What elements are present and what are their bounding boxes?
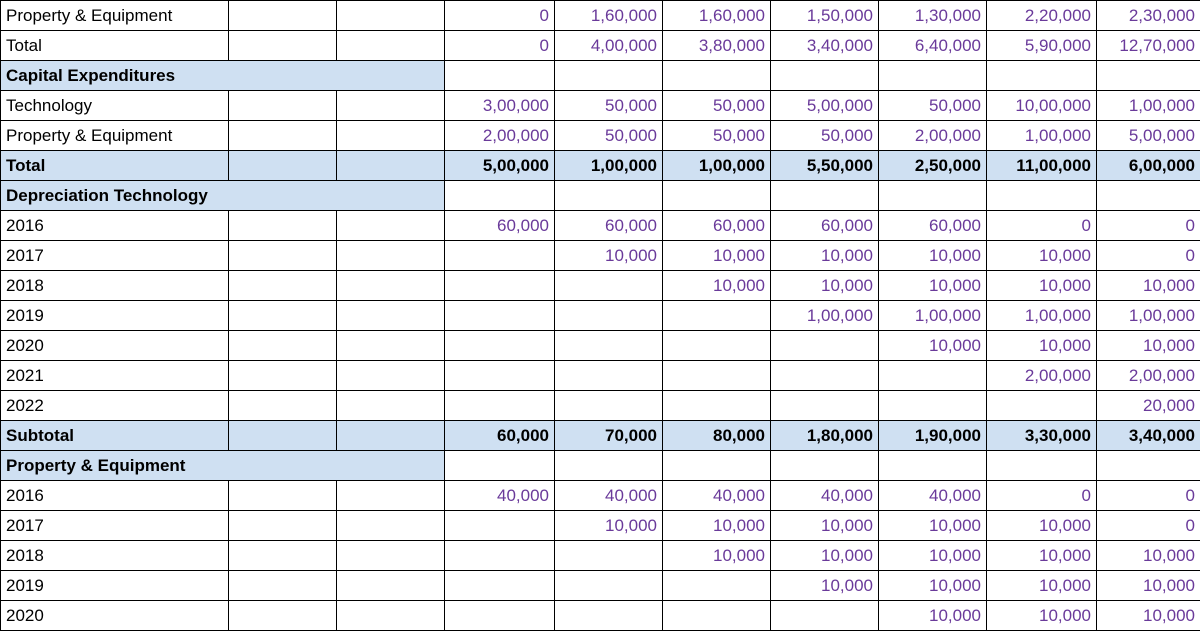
empty-cell[interactable]: [663, 301, 771, 331]
value-cell[interactable]: 10,000: [771, 241, 879, 271]
value-cell[interactable]: 0: [1097, 211, 1200, 241]
value-cell[interactable]: 50,000: [771, 121, 879, 151]
empty-cell[interactable]: [229, 121, 337, 151]
value-cell[interactable]: 10,000: [879, 601, 987, 631]
value-cell[interactable]: 10,000: [987, 511, 1097, 541]
value-cell[interactable]: 5,50,000: [771, 151, 879, 181]
table-row[interactable]: [1, 91, 1200, 121]
row-label[interactable]: Property & Equipment: [1, 121, 229, 151]
empty-cell[interactable]: [445, 451, 555, 481]
value-cell[interactable]: 12,70,000: [1097, 31, 1200, 61]
value-cell[interactable]: 0: [445, 31, 555, 61]
row-label[interactable]: 2016: [1, 481, 229, 511]
row-label[interactable]: 2019: [1, 571, 229, 601]
value-cell[interactable]: 10,000: [987, 241, 1097, 271]
row-label[interactable]: 2016: [1, 211, 229, 241]
empty-cell[interactable]: [771, 451, 879, 481]
empty-cell[interactable]: [771, 391, 879, 421]
value-cell[interactable]: 40,000: [445, 481, 555, 511]
value-cell[interactable]: 0: [1097, 481, 1200, 511]
value-cell[interactable]: 5,00,000: [771, 91, 879, 121]
value-cell[interactable]: 1,00,000: [771, 301, 879, 331]
value-cell[interactable]: 10,000: [879, 571, 987, 601]
value-cell[interactable]: 2,20,000: [987, 1, 1097, 31]
empty-cell[interactable]: [229, 31, 337, 61]
row-label[interactable]: Technology: [1, 91, 229, 121]
table-row[interactable]: [1, 301, 1200, 331]
spreadsheet-body: [1, 1, 1200, 631]
empty-cell[interactable]: [555, 361, 663, 391]
row-label[interactable]: Total: [1, 151, 229, 181]
value-cell[interactable]: 40,000: [555, 481, 663, 511]
empty-cell[interactable]: [555, 61, 663, 91]
value-cell[interactable]: 10,000: [987, 601, 1097, 631]
value-cell[interactable]: 4,00,000: [555, 31, 663, 61]
value-cell[interactable]: 10,000: [987, 541, 1097, 571]
value-cell[interactable]: 6,40,000: [879, 31, 987, 61]
value-cell[interactable]: 60,000: [771, 211, 879, 241]
empty-cell[interactable]: [337, 1, 445, 31]
value-cell[interactable]: 10,000: [555, 241, 663, 271]
row-label[interactable]: 2018: [1, 271, 229, 301]
value-cell[interactable]: 60,000: [663, 211, 771, 241]
value-cell[interactable]: 0: [1097, 241, 1200, 271]
empty-cell[interactable]: [879, 451, 987, 481]
table-row[interactable]: [1, 211, 1200, 241]
empty-cell[interactable]: [445, 301, 555, 331]
value-cell[interactable]: 3,00,000: [445, 91, 555, 121]
empty-cell[interactable]: [229, 91, 337, 121]
value-cell[interactable]: 10,000: [879, 541, 987, 571]
empty-cell[interactable]: [229, 541, 337, 571]
empty-cell[interactable]: [337, 121, 445, 151]
empty-cell[interactable]: [555, 541, 663, 571]
empty-cell[interactable]: [879, 391, 987, 421]
empty-cell[interactable]: [663, 61, 771, 91]
empty-cell[interactable]: [663, 601, 771, 631]
empty-cell[interactable]: [445, 601, 555, 631]
empty-cell[interactable]: [229, 421, 337, 451]
empty-cell[interactable]: [229, 481, 337, 511]
value-cell[interactable]: 11,00,000: [987, 151, 1097, 181]
empty-cell[interactable]: [445, 241, 555, 271]
value-cell[interactable]: 60,000: [555, 211, 663, 241]
empty-cell[interactable]: [1097, 451, 1200, 481]
table-row[interactable]: [1, 241, 1200, 271]
empty-cell[interactable]: [445, 391, 555, 421]
value-cell[interactable]: 10,000: [771, 511, 879, 541]
empty-cell[interactable]: [987, 451, 1097, 481]
empty-cell[interactable]: [229, 301, 337, 331]
empty-cell[interactable]: [337, 241, 445, 271]
row-label[interactable]: Property & Equipment: [1, 1, 229, 31]
value-cell[interactable]: 1,00,000: [1097, 301, 1200, 331]
empty-cell[interactable]: [987, 181, 1097, 211]
empty-cell[interactable]: [663, 361, 771, 391]
value-cell[interactable]: 10,000: [879, 511, 987, 541]
empty-cell[interactable]: [337, 301, 445, 331]
value-cell[interactable]: 5,00,000: [1097, 121, 1200, 151]
value-cell[interactable]: 2,50,000: [879, 151, 987, 181]
value-cell[interactable]: 50,000: [555, 121, 663, 151]
empty-cell[interactable]: [555, 331, 663, 361]
row-label[interactable]: 2017: [1, 241, 229, 271]
empty-cell[interactable]: [555, 271, 663, 301]
empty-cell[interactable]: [229, 331, 337, 361]
row-label[interactable]: 2018: [1, 541, 229, 571]
empty-cell[interactable]: [445, 181, 555, 211]
value-cell[interactable]: 3,40,000: [1097, 421, 1200, 451]
value-cell[interactable]: 60,000: [445, 211, 555, 241]
value-cell[interactable]: 1,00,000: [1097, 91, 1200, 121]
empty-cell[interactable]: [337, 601, 445, 631]
table-row[interactable]: [1, 511, 1200, 541]
value-cell[interactable]: 80,000: [663, 421, 771, 451]
empty-cell[interactable]: [337, 331, 445, 361]
empty-cell[interactable]: [663, 181, 771, 211]
value-cell[interactable]: 1,30,000: [879, 1, 987, 31]
empty-cell[interactable]: [445, 271, 555, 301]
empty-cell[interactable]: [337, 571, 445, 601]
value-cell[interactable]: 10,000: [987, 571, 1097, 601]
empty-cell[interactable]: [987, 391, 1097, 421]
empty-cell[interactable]: [229, 151, 337, 181]
table-row[interactable]: [1, 421, 1200, 451]
empty-cell[interactable]: [229, 211, 337, 241]
table-row[interactable]: [1, 1, 1200, 31]
empty-cell[interactable]: [1097, 61, 1200, 91]
value-cell[interactable]: 1,90,000: [879, 421, 987, 451]
empty-cell[interactable]: [337, 511, 445, 541]
value-cell[interactable]: 3,80,000: [663, 31, 771, 61]
value-cell[interactable]: 10,00,000: [987, 91, 1097, 121]
table-row[interactable]: [1, 481, 1200, 511]
value-cell[interactable]: 2,30,000: [1097, 1, 1200, 31]
value-cell[interactable]: 10,000: [663, 541, 771, 571]
empty-cell[interactable]: [229, 241, 337, 271]
value-cell[interactable]: 1,60,000: [555, 1, 663, 31]
table-row[interactable]: [1, 451, 1200, 481]
row-label[interactable]: 2022: [1, 391, 229, 421]
empty-cell[interactable]: [337, 421, 445, 451]
value-cell[interactable]: 6,00,000: [1097, 151, 1200, 181]
value-cell[interactable]: 60,000: [879, 211, 987, 241]
empty-cell[interactable]: [771, 181, 879, 211]
value-cell[interactable]: 10,000: [987, 271, 1097, 301]
value-cell[interactable]: 10,000: [663, 271, 771, 301]
empty-cell[interactable]: [337, 271, 445, 301]
value-cell[interactable]: 10,000: [771, 271, 879, 301]
empty-cell[interactable]: [229, 571, 337, 601]
row-label[interactable]: 2019: [1, 301, 229, 331]
empty-cell[interactable]: [445, 61, 555, 91]
value-cell[interactable]: 1,50,000: [771, 1, 879, 31]
value-cell[interactable]: 5,90,000: [987, 31, 1097, 61]
value-cell[interactable]: 10,000: [1097, 601, 1200, 631]
value-cell[interactable]: 5,00,000: [445, 151, 555, 181]
empty-cell[interactable]: [445, 361, 555, 391]
empty-cell[interactable]: [771, 361, 879, 391]
empty-cell[interactable]: [555, 301, 663, 331]
empty-cell[interactable]: [229, 361, 337, 391]
empty-cell[interactable]: [337, 91, 445, 121]
value-cell[interactable]: 10,000: [771, 541, 879, 571]
value-cell[interactable]: 10,000: [771, 571, 879, 601]
empty-cell[interactable]: [445, 541, 555, 571]
value-cell[interactable]: 1,00,000: [555, 151, 663, 181]
table-row[interactable]: [1, 331, 1200, 361]
empty-cell[interactable]: [337, 361, 445, 391]
value-cell[interactable]: 10,000: [1097, 541, 1200, 571]
table-row[interactable]: [1, 151, 1200, 181]
value-cell[interactable]: 10,000: [663, 511, 771, 541]
value-cell[interactable]: 0: [1097, 511, 1200, 541]
value-cell[interactable]: 0: [987, 481, 1097, 511]
table-row[interactable]: [1, 31, 1200, 61]
section-header-label[interactable]: Capital Expenditures: [1, 61, 445, 91]
value-cell[interactable]: 1,80,000: [771, 421, 879, 451]
table-row[interactable]: [1, 271, 1200, 301]
empty-cell[interactable]: [987, 61, 1097, 91]
table-row[interactable]: [1, 121, 1200, 151]
empty-cell[interactable]: [445, 331, 555, 361]
value-cell[interactable]: 40,000: [663, 481, 771, 511]
value-cell[interactable]: 1,00,000: [987, 121, 1097, 151]
row-label[interactable]: 2017: [1, 511, 229, 541]
value-cell[interactable]: 70,000: [555, 421, 663, 451]
empty-cell[interactable]: [663, 391, 771, 421]
value-cell[interactable]: 10,000: [1097, 331, 1200, 361]
empty-cell[interactable]: [663, 331, 771, 361]
empty-cell[interactable]: [663, 451, 771, 481]
empty-cell[interactable]: [771, 331, 879, 361]
value-cell[interactable]: 20,000: [1097, 391, 1200, 421]
table-row[interactable]: [1, 361, 1200, 391]
row-label[interactable]: Subtotal: [1, 421, 229, 451]
table-row[interactable]: [1, 391, 1200, 421]
table-row[interactable]: [1, 601, 1200, 631]
value-cell[interactable]: 10,000: [879, 271, 987, 301]
empty-cell[interactable]: [1097, 181, 1200, 211]
value-cell[interactable]: 2,00,000: [1097, 361, 1200, 391]
empty-cell[interactable]: [337, 391, 445, 421]
value-cell[interactable]: 40,000: [771, 481, 879, 511]
row-label[interactable]: Total: [1, 31, 229, 61]
value-cell[interactable]: 10,000: [879, 331, 987, 361]
value-cell[interactable]: 1,00,000: [987, 301, 1097, 331]
empty-cell[interactable]: [555, 451, 663, 481]
table-row[interactable]: [1, 541, 1200, 571]
value-cell[interactable]: 1,00,000: [879, 301, 987, 331]
value-cell[interactable]: 60,000: [445, 421, 555, 451]
value-cell[interactable]: 3,30,000: [987, 421, 1097, 451]
empty-cell[interactable]: [555, 601, 663, 631]
value-cell[interactable]: 50,000: [555, 91, 663, 121]
empty-cell[interactable]: [337, 541, 445, 571]
value-cell[interactable]: 2,00,000: [987, 361, 1097, 391]
empty-cell[interactable]: [663, 571, 771, 601]
empty-cell[interactable]: [229, 271, 337, 301]
row-label[interactable]: 2020: [1, 601, 229, 631]
value-cell[interactable]: 10,000: [555, 511, 663, 541]
section-header-label[interactable]: Property & Equipment: [1, 451, 445, 481]
section-header-label[interactable]: Depreciation Technology: [1, 181, 445, 211]
value-cell[interactable]: 1,00,000: [663, 151, 771, 181]
value-cell[interactable]: 50,000: [663, 121, 771, 151]
empty-cell[interactable]: [555, 391, 663, 421]
empty-cell[interactable]: [229, 391, 337, 421]
row-label[interactable]: 2020: [1, 331, 229, 361]
table-row[interactable]: [1, 181, 1200, 211]
empty-cell[interactable]: [771, 601, 879, 631]
value-cell[interactable]: 3,40,000: [771, 31, 879, 61]
value-cell[interactable]: 50,000: [879, 91, 987, 121]
table-row[interactable]: [1, 571, 1200, 601]
empty-cell[interactable]: [337, 31, 445, 61]
value-cell[interactable]: 10,000: [879, 241, 987, 271]
value-cell[interactable]: 10,000: [663, 241, 771, 271]
value-cell[interactable]: 2,00,000: [879, 121, 987, 151]
empty-cell[interactable]: [229, 1, 337, 31]
empty-cell[interactable]: [229, 601, 337, 631]
empty-cell[interactable]: [445, 511, 555, 541]
value-cell[interactable]: 10,000: [1097, 271, 1200, 301]
value-cell[interactable]: 0: [445, 1, 555, 31]
value-cell[interactable]: 0: [987, 211, 1097, 241]
value-cell[interactable]: 50,000: [663, 91, 771, 121]
empty-cell[interactable]: [879, 61, 987, 91]
value-cell[interactable]: 1,60,000: [663, 1, 771, 31]
value-cell[interactable]: 10,000: [987, 331, 1097, 361]
empty-cell[interactable]: [555, 571, 663, 601]
table-row[interactable]: [1, 61, 1200, 91]
value-cell[interactable]: 40,000: [879, 481, 987, 511]
empty-cell[interactable]: [879, 181, 987, 211]
empty-cell[interactable]: [879, 361, 987, 391]
empty-cell[interactable]: [445, 571, 555, 601]
empty-cell[interactable]: [771, 61, 879, 91]
empty-cell[interactable]: [229, 511, 337, 541]
empty-cell[interactable]: [337, 211, 445, 241]
row-label[interactable]: 2021: [1, 361, 229, 391]
value-cell[interactable]: 2,00,000: [445, 121, 555, 151]
empty-cell[interactable]: [555, 181, 663, 211]
empty-cell[interactable]: [337, 481, 445, 511]
empty-cell[interactable]: [337, 151, 445, 181]
value-cell[interactable]: 10,000: [1097, 571, 1200, 601]
